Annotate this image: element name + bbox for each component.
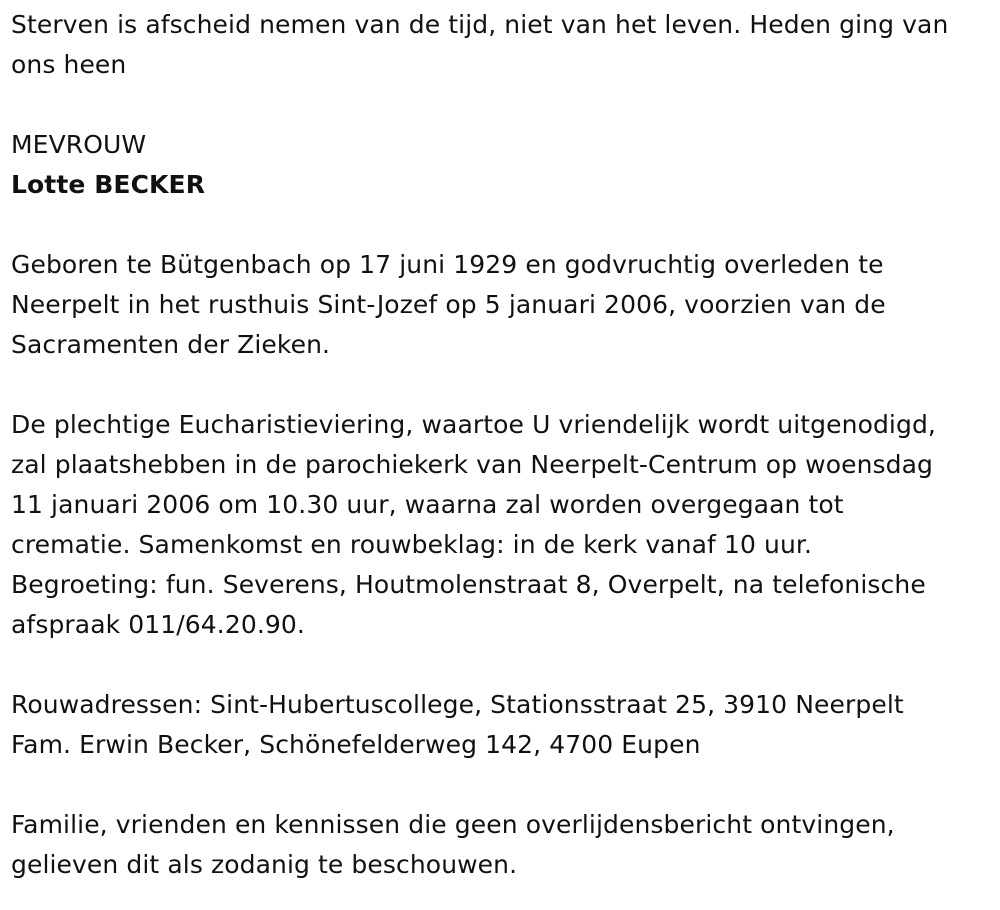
closing-line: Familie, vrienden en kennissen die geen overlijdensbericht ontvingen, <box>11 810 895 839</box>
ceremony-paragraph <box>11 405 992 645</box>
addresses-paragraph <box>11 685 992 765</box>
deceased-name: Lotte BECKER <box>11 170 206 199</box>
address-line: Rouwadressen: Sint-Hubertuscollege, Stationsstraat 25, 3910 Neerpelt <box>11 690 904 719</box>
intro-paragraph <box>11 5 992 85</box>
birth-death-line: Geboren te Bütgenbach op 17 juni 1929 en godvruchtig overleden te <box>11 250 884 279</box>
intro-line: ons heen <box>11 50 127 79</box>
closing-paragraph <box>11 805 992 885</box>
birth-death-paragraph <box>11 245 992 365</box>
ceremony-line: Begroeting: fun. Severens, Houtmolenstraat 8, Overpelt, na telefonische <box>11 570 926 599</box>
ceremony-line: crematie. Samenkomst en rouwbeklag: in de kerk vanaf 10 uur. <box>11 530 813 559</box>
ceremony-line: De plechtige Eucharistieviering, waartoe U vriendelijk wordt uitgenodigd, <box>11 410 936 439</box>
address-line: Fam. Erwin Becker, Schönefelderweg 142, 4700 Eupen <box>11 730 701 759</box>
closing-line: gelieven dit als zodanig te beschouwen. <box>11 850 518 879</box>
birth-death-line: Sacramenten der Zieken. <box>11 330 331 359</box>
ceremony-line: afspraak 011/64.20.90. <box>11 610 305 639</box>
ceremony-line: 11 januari 2006 om 10.30 uur, waarna zal worden overgegaan tot <box>11 490 844 519</box>
intro-line: Sterven is afscheid nemen van de tijd, niet van het leven. Heden ging van <box>11 10 949 39</box>
honorific-title: MEVROUW <box>11 130 147 159</box>
birth-death-line: Neerpelt in het rusthuis Sint-Jozef op 5 januari 2006, voorzien van de <box>11 290 886 319</box>
ceremony-line: zal plaatshebben in de parochiekerk van Neerpelt-Centrum op woensdag <box>11 450 934 479</box>
